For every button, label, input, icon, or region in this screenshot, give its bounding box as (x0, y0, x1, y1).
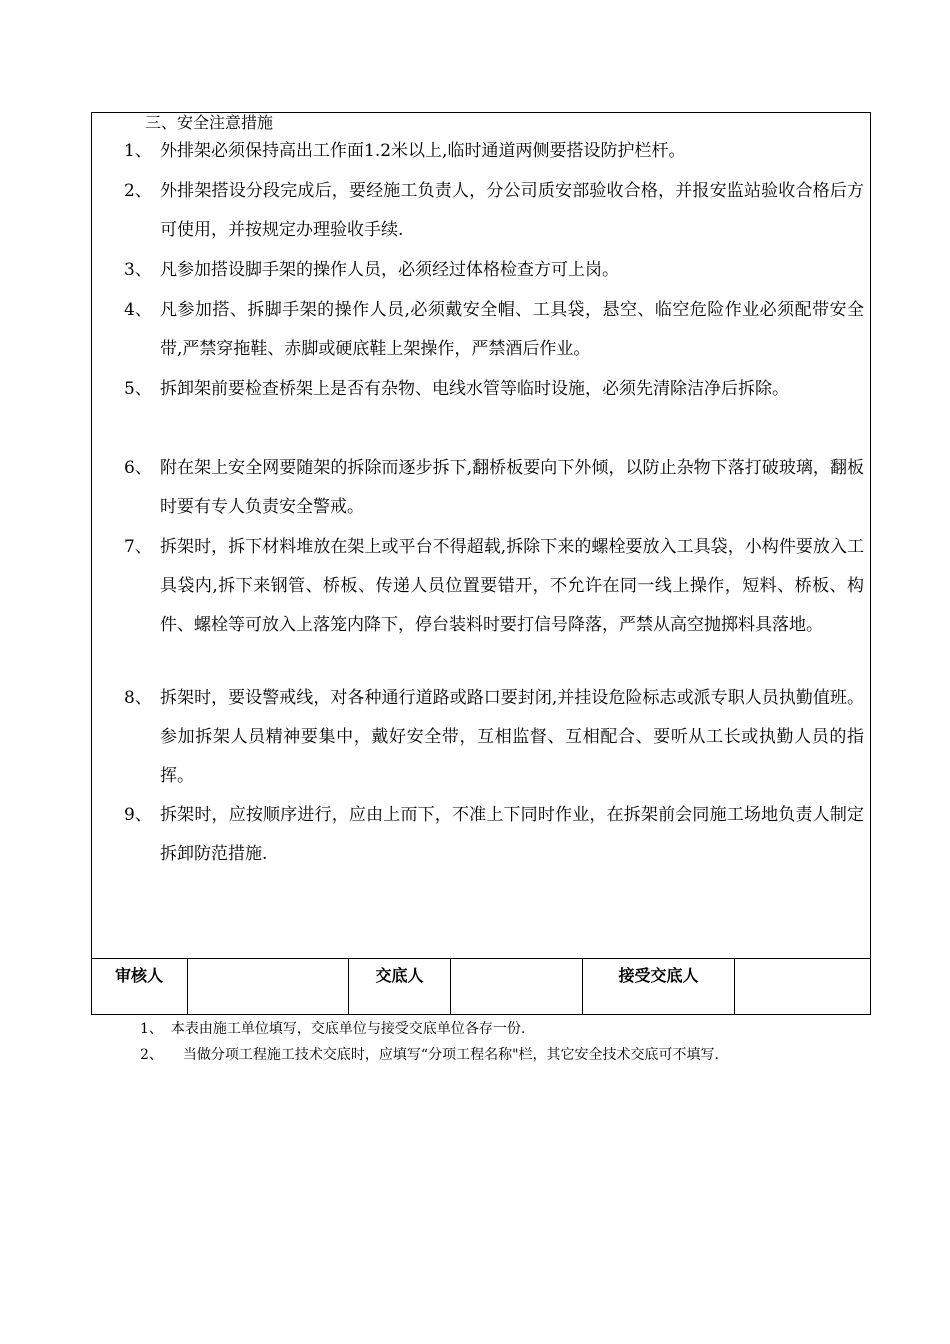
list-item (124, 251, 864, 290)
item-number: 3、 (124, 260, 152, 280)
item-number: 6、 (124, 458, 152, 478)
discloser-label: 交底人 (375, 966, 424, 985)
list-item (124, 291, 864, 369)
reviewer-label: 审核人 (114, 966, 163, 985)
item-number: 5、 (124, 379, 152, 399)
item-number: 7、 (124, 537, 152, 557)
footnote-number: 1、 (140, 1021, 163, 1037)
footnote-text: 当做分项工程施工技术交底时，应填写“分项工程名称"栏，其它安全技术交底可不填写. (182, 1047, 719, 1063)
list-item (124, 132, 864, 171)
item-text: 凡参加搭、拆脚手架的操作人员,必须戴安全帽、工具袋，悬空、临空危险作业必须配带安全带,严禁穿拖鞋、赤脚或硬底鞋上架操作，严禁酒后作业。 (160, 300, 864, 359)
receiver-field[interactable] (735, 959, 869, 1015)
item-text: 拆架时，要设警戒线，对各种通行道路或路口要封闭,并挂设危险标志或派专职人员执勤值班。参加拆架人员精神要集中，戴好安全带，互相监督、互相配合、要听从工长或执勤人员的指挥。 (160, 688, 864, 786)
item-number: 2、 (124, 181, 152, 201)
footnote (140, 1046, 719, 1064)
section-title: 三、安全注意措施 (145, 113, 274, 132)
reviewer-field[interactable] (188, 959, 348, 1015)
item-number: 4、 (124, 300, 152, 320)
item-number: 1、 (124, 141, 152, 161)
item-text: 拆架时，拆下材料堆放在架上或平台不得超载,拆除下来的螺栓要放入工具袋，小构件要放入工具袋内,拆下来钢管、桥板、传递人员位置要错开，不允许在同一线上操作，短料、桥板、构件、螺栓等可放入上落笼内降下，停台装料时要打信号降落，严禁从高空抛掷料具落地。 (160, 537, 864, 635)
item-number: 8、 (124, 688, 152, 708)
footnote (140, 1020, 525, 1038)
list-item (124, 370, 864, 409)
discloser-field[interactable] (451, 959, 582, 1015)
list-item (124, 796, 864, 874)
footnote-text: 本表由施工单位填写，交底单位与接受交底单位各存一份. (170, 1021, 526, 1037)
list-item (124, 449, 864, 527)
list-item (124, 172, 864, 250)
footnote-number: 2、 (140, 1047, 163, 1063)
receiver-label: 接受交底人 (618, 966, 699, 985)
list-item (124, 528, 864, 645)
item-text: 拆卸架前要检查桥架上是否有杂物、电线水管等临时设施，必须先清除洁净后拆除。 (160, 379, 789, 399)
signature-row (91, 958, 871, 1015)
item-text: 附在架上安全网要随架的拆除而逐步拆下,翻桥板要向下外倾，以防止杂物下落打破玻璃，翻板时要有专人负责安全警戒。 (160, 458, 864, 517)
item-text: 外排架搭设分段完成后，要经施工负责人，分公司质安部验收合格，并报安监站验收合格后方可使用，并按规定办理验收手续. (160, 181, 864, 240)
item-text: 拆架时，应按顺序进行，应由上而下，不准上下同时作业，在拆架前会同施工场地负责人制定拆卸防范措施. (160, 805, 864, 864)
item-number: 9、 (124, 805, 152, 825)
item-text: 外排架必须保持高出工作面1.2米以上,临时通道两侧要搭设防护栏杆。 (160, 141, 686, 161)
list-item (124, 679, 864, 796)
item-text: 凡参加搭设脚手架的操作人员，必须经过体格检查方可上岗。 (160, 260, 619, 280)
